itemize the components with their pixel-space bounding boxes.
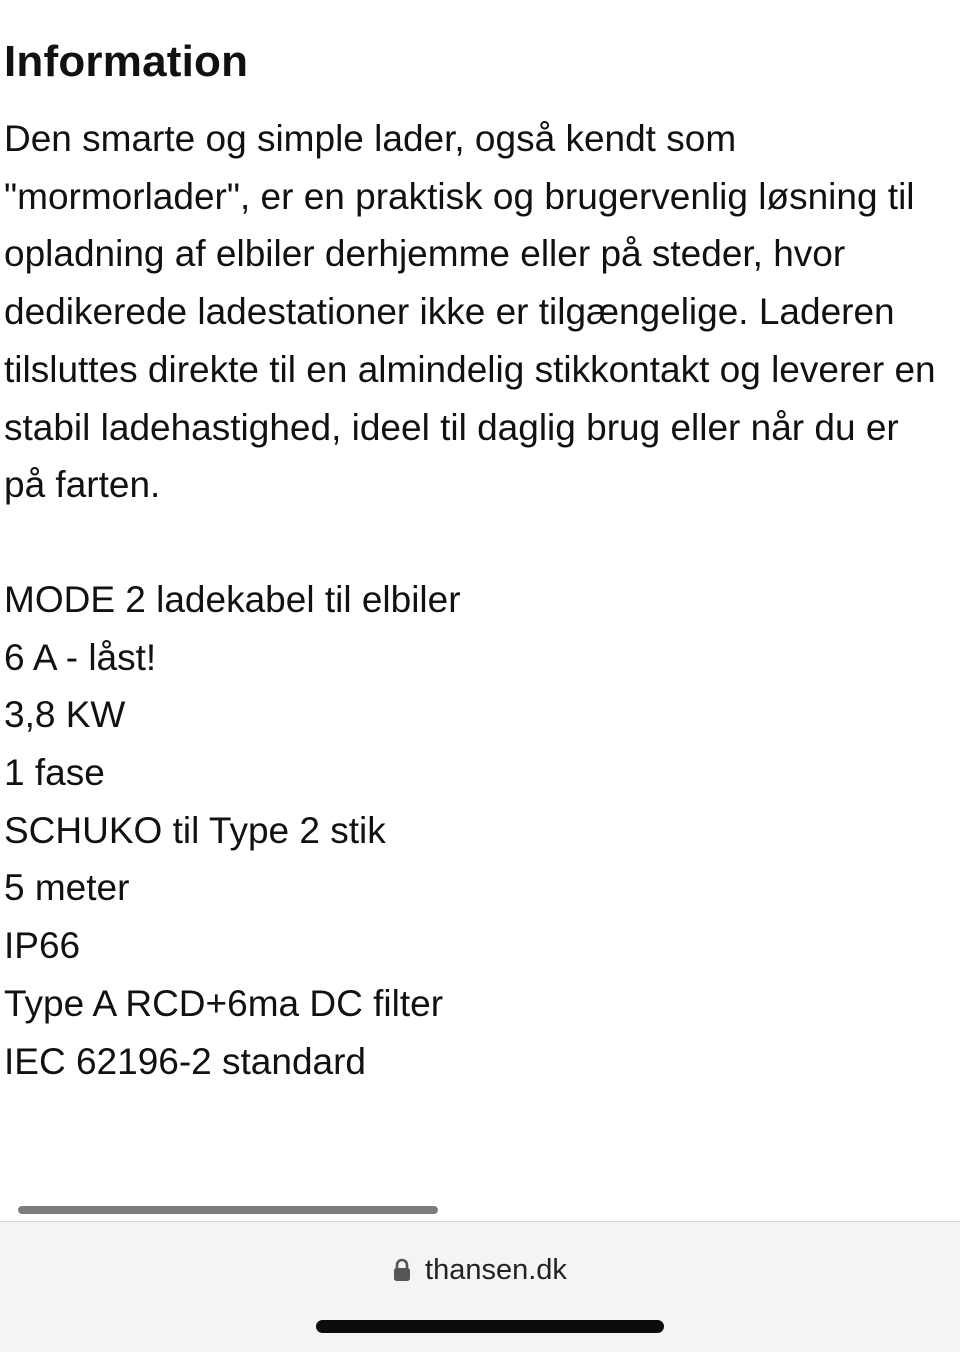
- address-text: thansen.dk: [425, 1254, 567, 1286]
- spec-item: IP66: [4, 925, 81, 967]
- spec-item: 3,8 KW: [4, 694, 126, 736]
- article-content: [4, 34, 944, 1090]
- section-heading: Information: [4, 37, 249, 86]
- home-indicator[interactable]: [316, 1320, 664, 1333]
- spec-item: MODE 2 ladekabel til elbiler: [4, 578, 461, 620]
- spec-item: SCHUKO til Type 2 stik: [4, 809, 386, 851]
- spec-item: 5 meter: [4, 867, 130, 909]
- spec-item: 6 A - låst!: [4, 636, 157, 678]
- lock-icon: [393, 1258, 411, 1282]
- spec-item: Type A RCD+6ma DC filter: [4, 982, 444, 1024]
- spec-item: 1 fase: [4, 752, 105, 794]
- spec-item: IEC 62196-2 standard: [4, 1040, 367, 1082]
- horizontal-scrollbar[interactable]: [18, 1206, 438, 1214]
- spec-list: [4, 571, 944, 1090]
- product-description: Den smarte og simple lader, også kendt som "mormorlader", er en praktisk og brugervenlig løsning til opladning af elbiler derhjemme eller på steder, hvor dedikerede ladestationer ikke er tilgængelige. Laderen tilsluttes direkte til en almindelig stikkontakt og leverer en stabil ladehastighed, ideel til daglig brug eller når du er på farten.: [4, 118, 936, 506]
- browser-bottom-bar: [0, 1221, 960, 1352]
- address-bar[interactable]: [0, 1252, 960, 1288]
